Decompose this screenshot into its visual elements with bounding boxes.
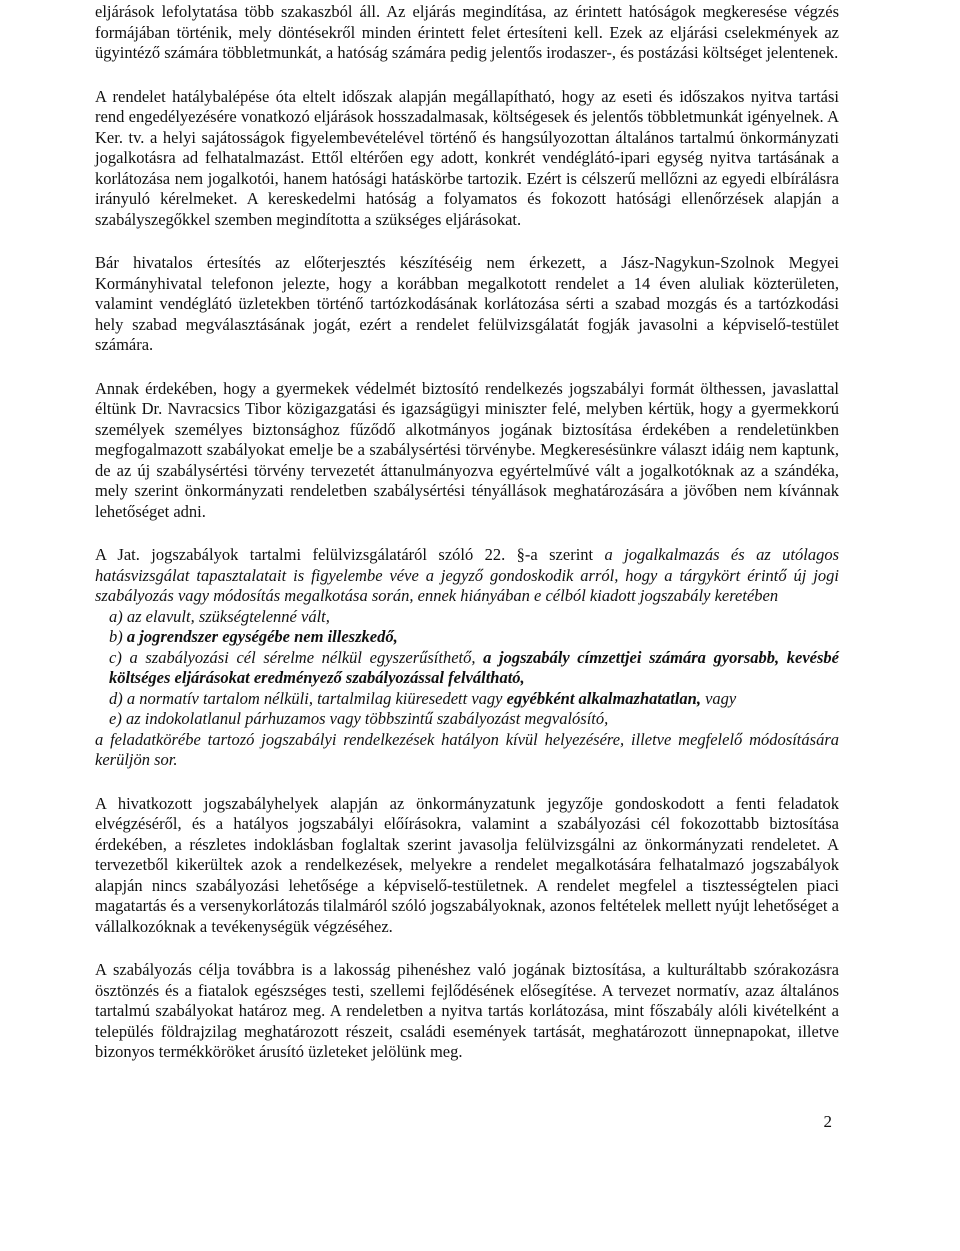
list-item-b [95,627,839,648]
list-item-a-text: a) az elavult, szükségtelenné vált, [109,606,330,626]
list-item-d-prefix: d) a normatív tartalom nélküli, tartalmilag kiüresedett vagy [109,688,507,708]
paragraph-opening-hours: A rendelet hatálybalépése óta eltelt időszak alapján megállapítható, hogy az eseti és időszakos nyitva tartási rend engedélyezésére vonatkozó eljárások hosszadalmasak, költségesek és jelentős többletmunkát igényelnek. A Ker. tv. a helyi sajátosságok figyelembevételével történő és hangsúlyozottan általános tartalmú önkormányzati jogalkotásra ad felhatalmazást. Ettől eltérően egy adott, konkrét vendéglátó-ipari egység nyitva tartásának a korlátozása nem jogalkotói, hanem hatósági hatáskörbe tartozik. Ezért is célszerű mellőzni az egyedi elbírálásra irányuló kérelmeket. A kereskedelmi hatóság a folyamatos és fokozott hatósági ellenőrzések alapján a szabályszegőkkel szemben megindította a szükséges eljárásokat. [95,86,839,229]
jat-quote-text: a jogalkalmazás és az utólagos hatásvizsgálat tapasztalatait is figyelembe véve a jegyző gondoskodik arról, hogy a tárgykört érintő új jogi szabályozás vagy módosítás megalkotása során, ennek hiányában e célból kiadott jogszabály keretében [95,545,839,605]
jat-lead-text: A Jat. jogszabályok tartalmi felülvizsgálatáról szóló 22. §-a szerint [95,545,605,564]
paragraph-jat-review [95,545,839,607]
list-item-d-suffix: vagy [700,688,737,708]
list-item-e-text: e) az indokolatlanul párhuzamos vagy többszintű szabályozást megvalósító, [109,709,609,728]
paragraph-notary-tasks: A hivatkozott jogszabályhelyek alapján az önkormányzatunk jegyzője gondoskodott a fenti feladatok elvégzéséről, és a hatályos jogszabályi előírásokra, valamint a szabályozási cél fokozottabb biztosítása érdekében, a részletes indoklásban foglaltak szerint javasolja felülvizsgálni az önkormányzati rendeletet. A tervezetből kikerültek azok a rendelkezések, melyekre a rendelet megalkotására felhatalmazó jogszabályok alapján nincs szabályozási lehetősége a képviselő-testületnek. A rendelet megfelel a tisztességtelen piaci magatartás és a versenykorlátozás tilalmáról szóló jogszabályoknak, azonos feltételek mellett nyújt lehetőséget a vállalkozóknak a tevékenységük végzéséhez. [95,793,839,936]
document-body [95,2,839,1063]
list-item-d-bold: egyébként alkalmazhatatlan, [506,688,701,708]
page-number: 2 [823,1112,832,1131]
paragraph-regulation-goal: A szabályozás célja továbbra is a lakosság pihenéshez való jogának biztosítása, a kulturáltabb szórakozásra ösztönzés és a fiatalok egészséges testi, szellemi fejlődésének elősegítése. A tervezet normatív, azaz általános tartalmú szabályokat határoz meg. A rendeletben a nyitva tartás korlátozása, mint főszabály alóli kivételként a település földrajzilag meghatározott részeit, családi események tartását, meghatározott ünnepnapokat, illetve bizonyos termékköröket árusító üzleteket jelölünk meg. [95,960,839,1061]
paragraph-government-office: Bár hivatalos értesítés az előterjesztés készítéséig nem érkezett, a Jász-Nagykun-Szolnok Megyei Kormányhivatal telefonon jelezte, hogy a korábban megalkotott rendelet a 14 éven aluliak közterületen, valamint vendéglátó üzletekben történő tartózkodásának korlátozása sérti a szabad mozgás és a tartózkodási hely szabad megválasztásának jogát, ezért a rendelet felülvizsgálatát fogják javasolni a képviselő-testület számára. [95,253,839,354]
list-tail-text: a feladatkörébe tartozó jogszabályi rendelkezések hatályon kívül helyezésére, illetve megfelelő módosítására kerüljön sor. [95,729,839,769]
list-item-c-prefix: c) a szabályozási cél sérelme nélkül egyszerűsíthető, [109,647,484,667]
list-item-c [95,648,839,689]
list-tail [95,730,839,771]
list-item-e [95,709,839,730]
list-item-d [95,689,839,710]
list-item-a [95,607,839,628]
review-criteria-list [95,607,839,771]
list-item-b-prefix: b) [109,627,127,646]
paragraph-procedure-cost: eljárások lefolytatása több szakaszból áll. Az eljárás megindítása, az érintett hatóságok megkeresése végzés formájában történik, mely döntésekről minden érintett felet értesíteni kell. Ezek az eljárási cselekmények az ügyintéző számára többletmunkát, a hatóság számára pedig jelentős irodaszer-, és postázási költséget jelentenek. [95,2,839,62]
paragraph-ministry-request: Annak érdekében, hogy a gyermekek védelmét biztosító rendelkezés jogszabályi formát ölthessen, javaslattal éltünk Dr. Navracsics Tibor közigazgatási és igazságügyi miniszter felé, melyben kértük, hogy a gyermekkorú személyek személyes biztonsághoz fűződő alkotmányos jogának biztosítása érdekében a rendeletünkben megfogalmazott szabályokat emelje be a szabálysértési törvénybe. Megkeresésünkre választ idáig nem kaptunk, de az új szabálysértési törvény tervezetét áttanulmányozva egyértelművé vált a jogalkotóknak az a szándéka, mely szerint önkormányzati rendeletben szabálysértési tényállások meghatározására a jövőben nem kívánnak lehetőséget adni. [95,378,839,521]
list-item-b-bold: a jogrendszer egységébe nem illeszkedő, [126,627,398,646]
list-item-c-bold: a jogszabály címzettjei számára gyorsabb, kevésbé költséges eljárásokat eredményező szabályozással felváltható, [109,647,839,687]
